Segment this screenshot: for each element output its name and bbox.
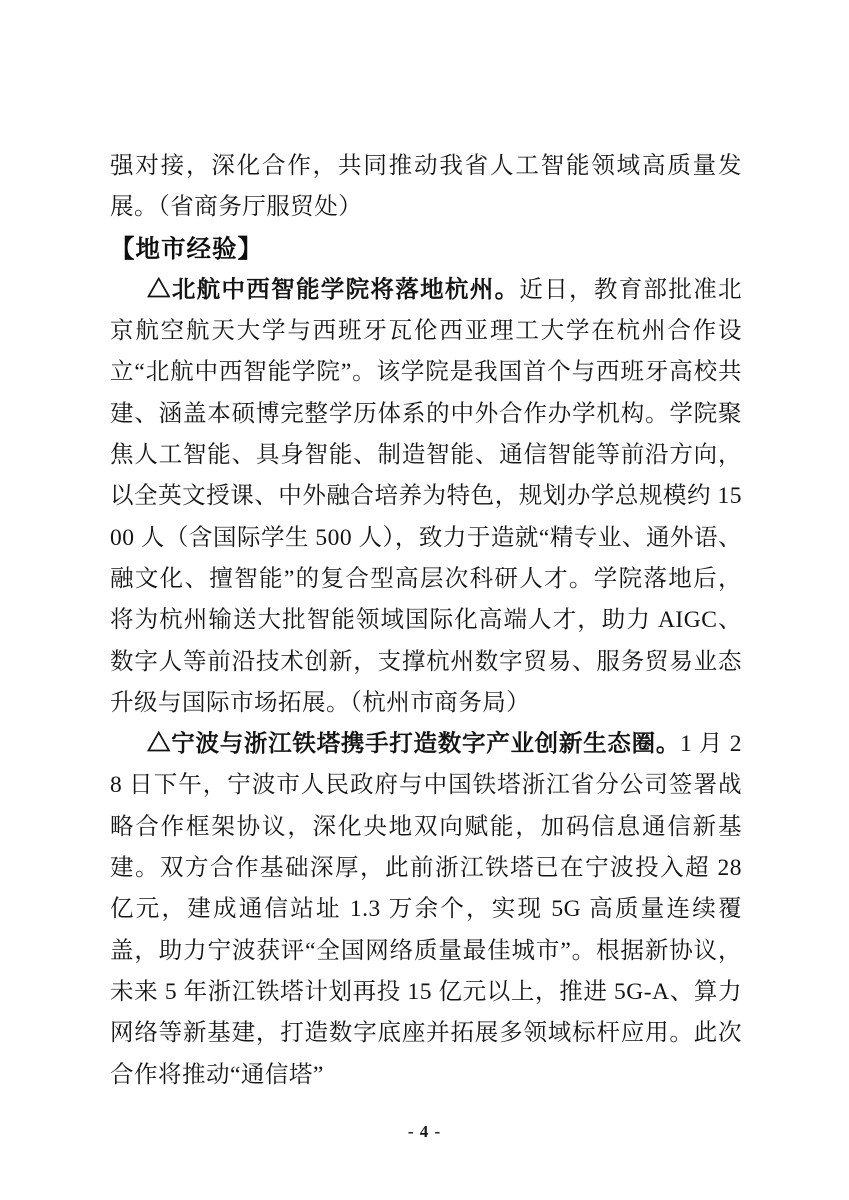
news-item-beihang-title: △北航中西智能学院将落地杭州。 <box>147 276 520 303</box>
news-item-ningbo-title: △宁波与浙江铁塔携手打造数字产业创新生态圈。 <box>147 731 681 758</box>
news-item-ningbo <box>110 724 742 1096</box>
news-item-ningbo-body: 1 月 28 日下午，宁波市人民政府与中国铁塔浙江省分公司签署战略合作框架协议，深化央地双向赋能，加码信息通信新基建。双方合作基础深厚，此前浙江铁塔已在宁波投入超 28 亿元，建成通信站址 1.3 万余个，实现 5G 高质量连续覆盖，助力宁波获评“全国网络质量最佳城市”。根据新协议，未来 5 年浙江铁塔计划再投 15 亿元以上，推进 5G-A、算力网络等新基建，打造数字底座并拓展多领域标杆应用。此次合作将推动“通信塔” <box>110 731 743 1088</box>
news-item-beihang <box>110 270 742 724</box>
news-item-beihang-body: 近日，教育部批准北京航空航天大学与西班牙瓦伦西亚理工大学在杭州合作设立“北航中西智能学院”。该学院是我国首个与西班牙高校共建、涵盖本硕博完整学历体系的中外合作办学机构。学院聚焦人工智能、具身智能、制造智能、通信智能等前沿方向，以全英文授课、中外融合培养为特色，规划办学总规模约 1500 人（含国际学生 500 人），致力于造就“精专业、通外语、融文化、擅智能”的复合型高层次科研人才。学院落地后，将为杭州输送大批智能领域国际化高端人才，助力 AIGC、数字人等前沿技术创新，支撑杭州数字贸易、服务贸易业态升级与国际市场拓展。（杭州市商务局） <box>110 276 743 716</box>
continuation-paragraph: 强对接，深化合作，共同推动我省人工智能领域高质量发展。（省商务厅服贸处） <box>110 153 742 221</box>
page-body <box>110 146 742 1096</box>
section-heading-dishi-jingyan: 【地市经验】 <box>110 235 263 263</box>
page-number: - 4 - <box>407 1122 442 1141</box>
